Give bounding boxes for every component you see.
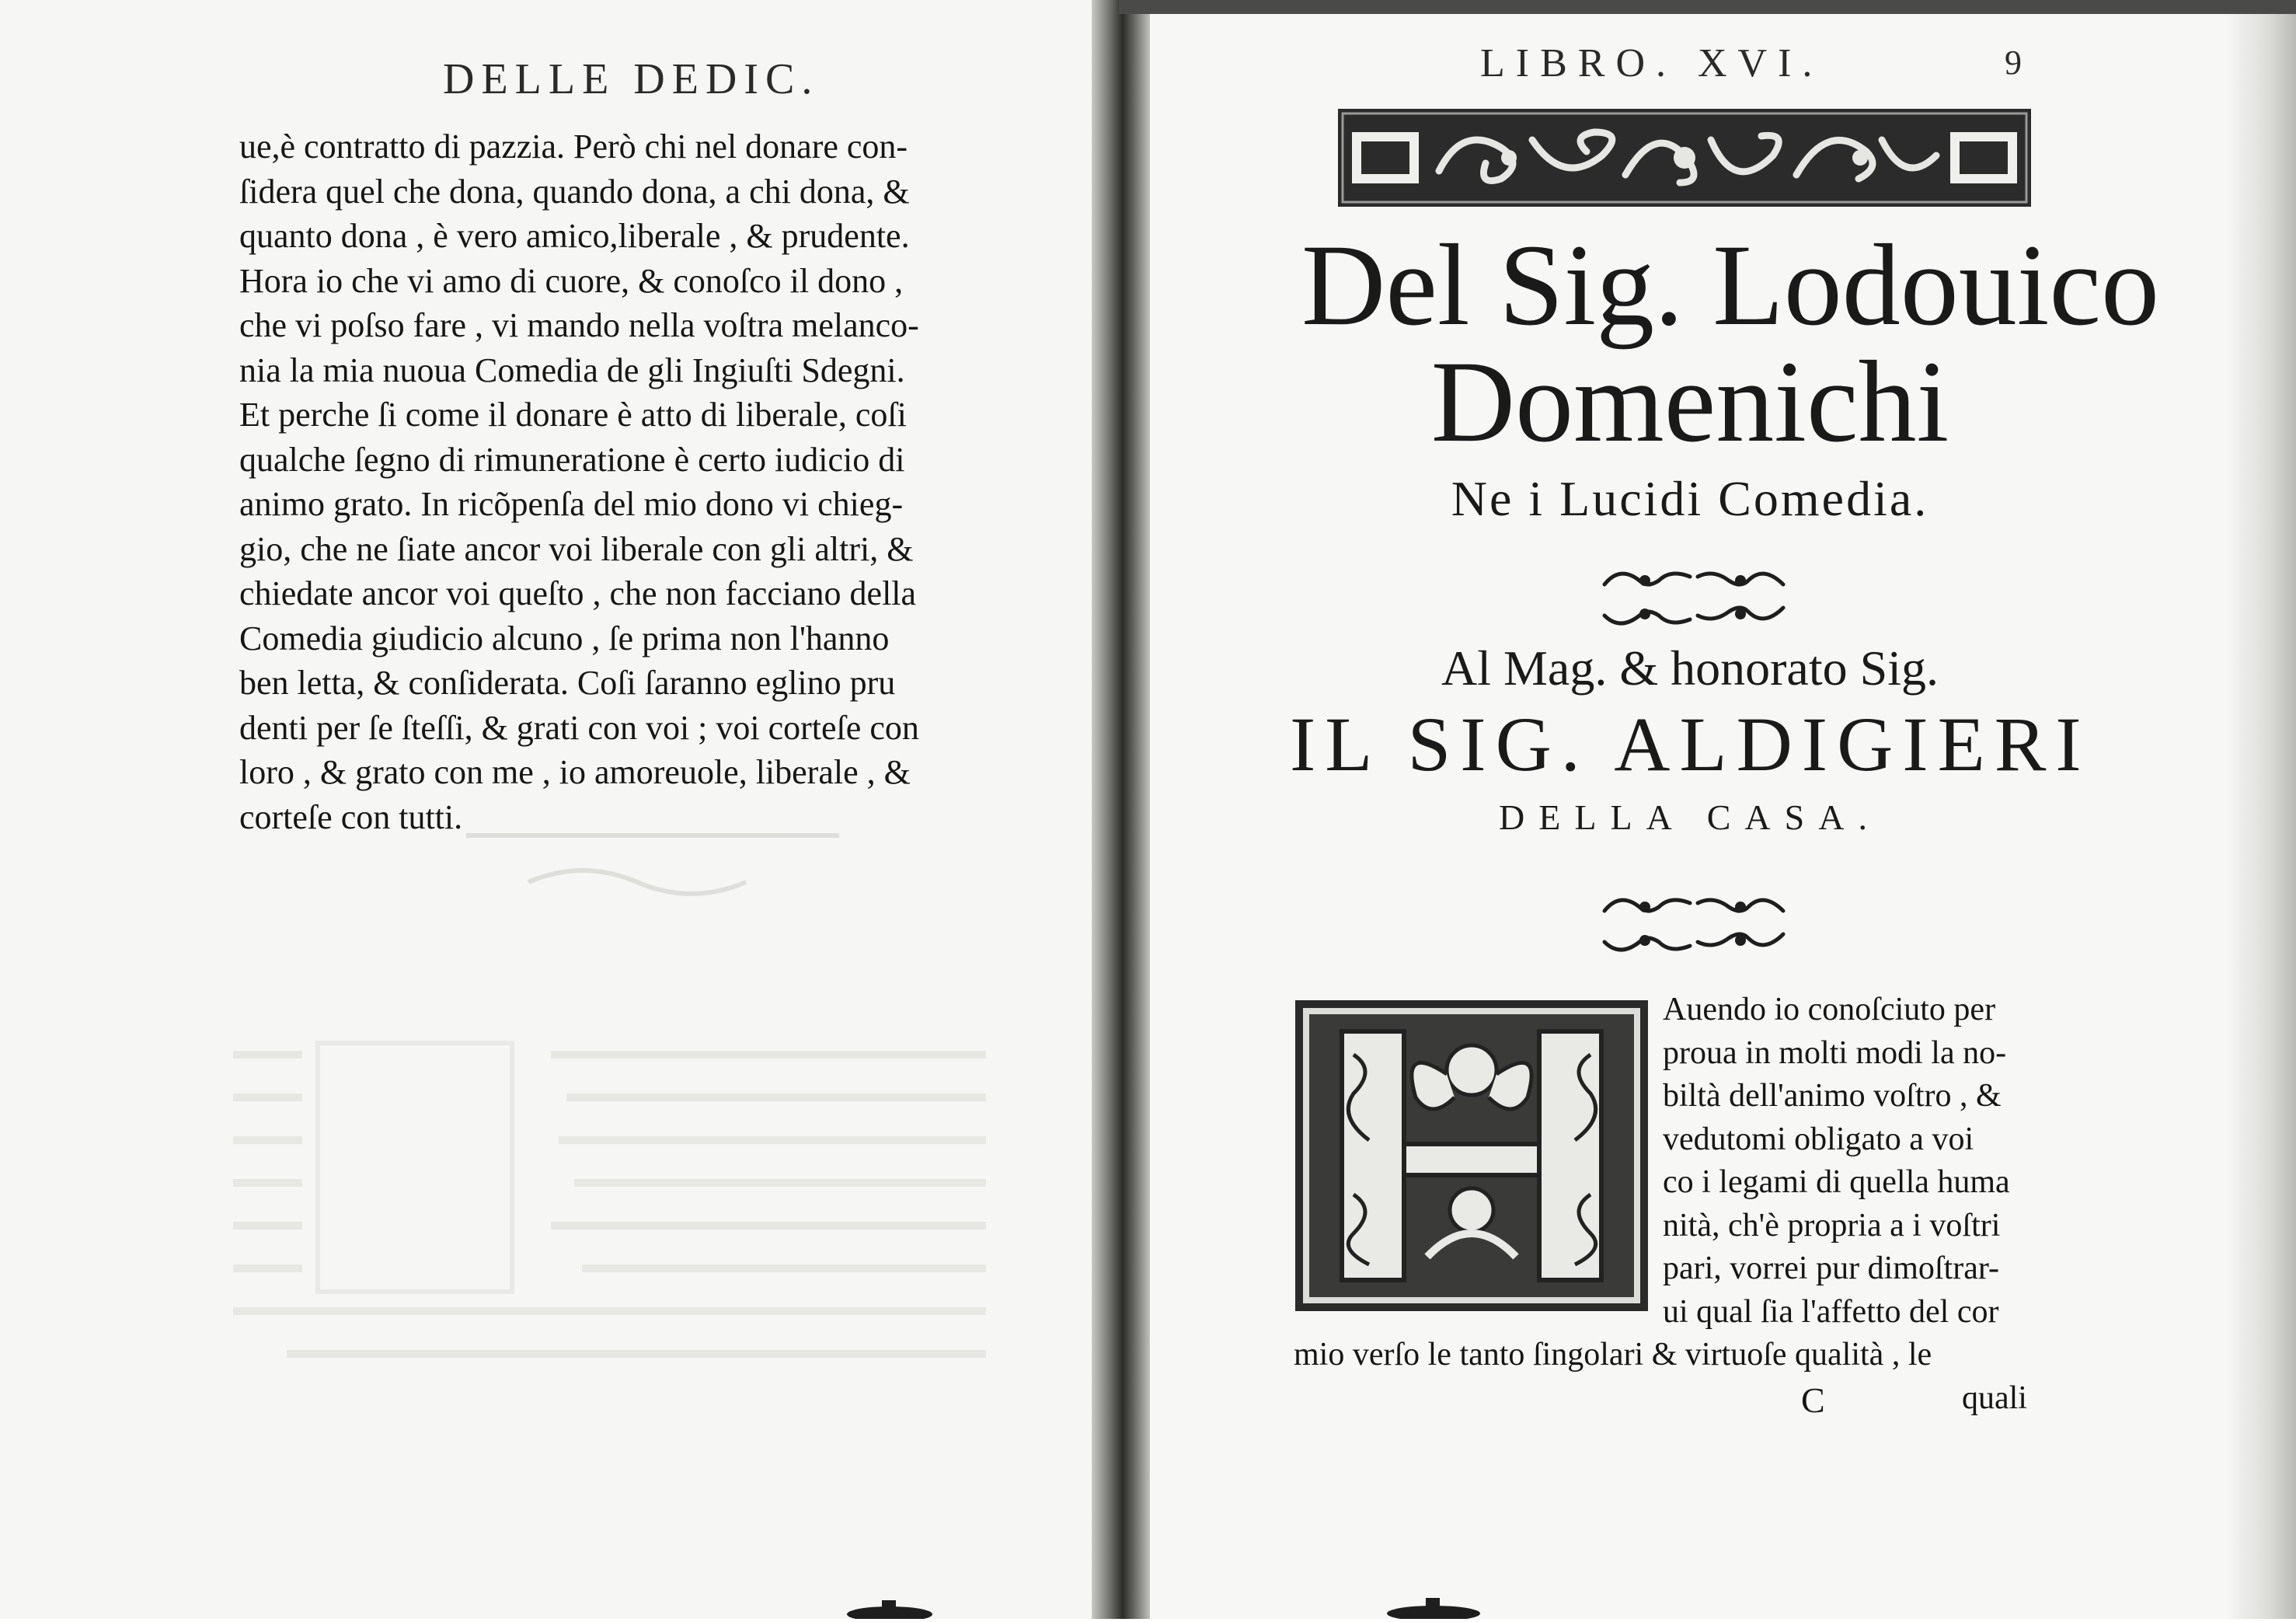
dedicatee-family: DELLA CASA. (1499, 797, 1881, 837)
fleuron-icon (1597, 561, 1791, 633)
text-line: co i legami di quella huma (1663, 1164, 2010, 1200)
right-body-text-full-line: mio verſo le tanto ſingolari & virtuoſe qualità , le (1294, 1337, 1932, 1373)
page-number: 9 (2005, 44, 2022, 82)
signature-mark: C (1801, 1380, 1825, 1420)
text-line: gio, che ne ſiate ancor voi liberale con gli altri, & (239, 529, 914, 568)
right-body-text-beside-initial (1663, 989, 2098, 1334)
initial-woodcut-icon (1295, 1000, 1648, 1311)
text-line: Auendo io conoſciuto per (1663, 992, 1996, 1027)
text-line: animo grato. In ricõpenſa del mio dono vi chieg- (239, 485, 904, 523)
headpiece-ornament (1338, 109, 2031, 207)
title-author-line2: Domenichi (1430, 337, 1949, 466)
text-line: che vi poſso fare , vi mando nella voſtra melanco- (239, 306, 919, 344)
catchword: quali (1962, 1380, 2027, 1416)
text-line: ui qual ſia l'affetto del cor (1663, 1293, 1999, 1330)
text-line: quanto dona , è vero amico,liberale , & prudente. (239, 217, 910, 255)
blot-icon (1383, 1595, 1484, 1619)
text-line: loro , & grato con me , io amoreuole, liberale , & (239, 753, 911, 791)
dedication-address: Al Mag. & honorato Sig. (1441, 640, 1939, 696)
title-author-line1: Del Sig. Lodouico (1301, 221, 2160, 350)
text-line: Hora io che vi amo di cuore, & conoſco il dono , (239, 261, 904, 300)
show-through-texture (233, 1035, 1002, 1426)
running-head-right: LIBRO. XVI. (1480, 41, 1824, 85)
text-line: corteſe con tutti. (239, 797, 463, 836)
fleuron-icon (1597, 888, 1791, 959)
work-subtitle: Ne i Lucidi Comedia. (1451, 471, 1929, 526)
woodcut-headpiece (1338, 109, 2031, 207)
text-line: Comedia giudicio alcuno , ſe prima non l'hanno (239, 619, 890, 658)
top-dark-band (1119, 0, 2296, 14)
decorated-initial-h (1295, 1000, 1648, 1311)
fleuron-ornament-upper (1597, 561, 1791, 633)
text-line: ben letta, & conſiderata. Coſi ſaranno eglino pru (239, 664, 896, 702)
text-line: pari, vorrei pur dimoſtrar- (1663, 1251, 2000, 1286)
text-line: nità, ch'è propria a i voſtri (1663, 1207, 2001, 1244)
left-body-text (239, 124, 1040, 839)
show-through-left (233, 991, 1041, 1426)
text-line: proua in molti modi la no- (1663, 1034, 2007, 1071)
text-line: chiedate ancor voi queſto , che non facciano della (239, 574, 917, 612)
gutter-shadow (1092, 0, 1154, 1619)
fleuron-ornament-lower (1597, 888, 1791, 959)
text-line: nia la mia nuoua Comedia de gli Ingiuſti Sdegni. (239, 351, 905, 389)
text-line: vedutomi obligato a voi (1663, 1121, 1974, 1157)
text-line: qualche ſegno di rimuneratione è certo iudicio di (239, 440, 905, 479)
running-head-left: DELLE DEDIC. (443, 55, 820, 103)
text-line: biltà dell'animo voſtro , & (1663, 1078, 2002, 1114)
text-line: denti per ſe ſteſſi, & grati con voi ; voi corteſe con (239, 708, 919, 747)
text-line: ue,è contratto di pazzia. Però chi nel donare con- (239, 127, 908, 166)
right-page-edge (2226, 0, 2296, 1619)
bottom-ink-blot-left (843, 1597, 936, 1619)
dedicatee-name: IL SIG. ALDIGIERI (1290, 701, 2091, 787)
text-line: ſidera quel che dona, quando dona, a chi dona, & (239, 172, 910, 211)
bottom-ink-blot-right (1383, 1595, 1484, 1619)
blot-icon (843, 1597, 936, 1619)
text-line: Et perche ſi come il donare è atto di liberale, coſi (239, 396, 907, 434)
